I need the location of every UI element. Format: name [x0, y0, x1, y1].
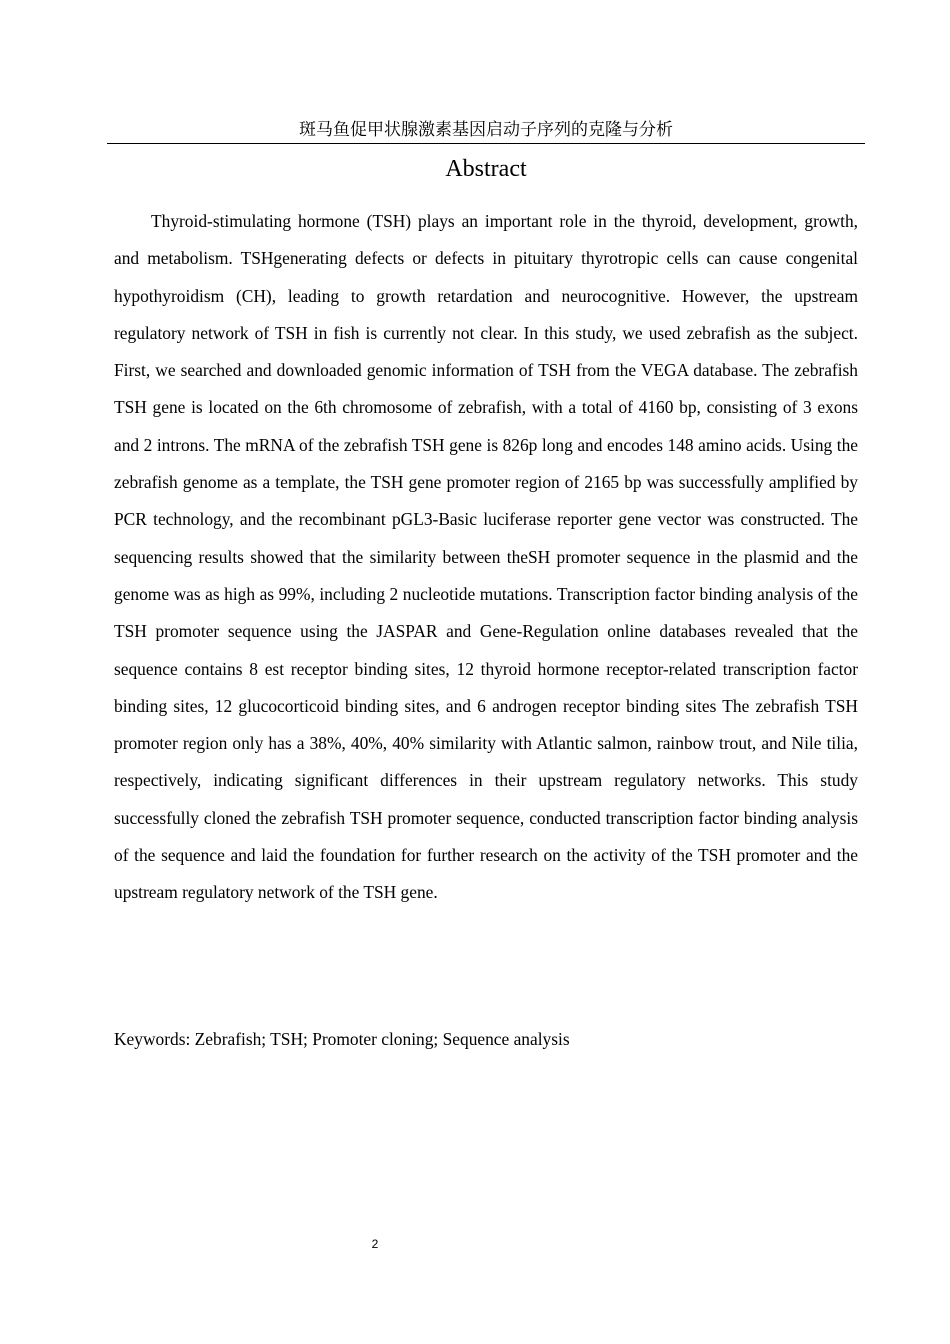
running-header: 斑马鱼促甲状腺激素基因启动子序列的克隆与分析	[107, 118, 865, 144]
abstract-heading: Abstract	[445, 156, 527, 182]
abstract-body: Thyroid-stimulating hormone (TSH) plays an important role in the thyroid, development, growth, and metabolism. TSHgenerating defects or defects in pituitary thyrotropic cells can cause congenital hypothyroidism (CH), leading to growth retardation and neurocognitive. However, the upstream regulatory network of TSH in fish is currently not clear. In this study, we used zebrafish as the subject. First, we searched and downloaded genomic information of TSH from the VEGA database. The zebrafish TSH gene is located on the 6th chromosome of zebrafish, with a total of 4160 bp, consisting of 3 exons and 2 introns. The mRNA of the zebrafish TSH gene is 826p long and encodes 148 amino acids. Using the zebrafish genome as a template, the TSH gene promoter region of 2165 bp was successfully amplified by PCR technology, and the recombinant pGL3-Basic luciferase reporter gene vector was constructed. The sequencing results showed that the similarity between theSH promoter sequence in the plasmid and the genome was as high as 99%, including 2 nucleotide mutations. Transcription factor binding analysis of the TSH promoter sequence using the JASPAR and Gene-Regulation online databases revealed that the sequence contains 8 est receptor binding sites, 12 thyroid hormone receptor-related transcription factor binding sites, 12 glucocorticoid binding sites, and 6 androgen receptor binding sites The zebrafish TSH promoter region only has a 38%, 40%, 40% similarity with Atlantic salmon, rainbow trout, and Nile tilia, respectively, indicating significant differences in their upstream regulatory networks. This study successfully cloned the zebrafish TSH promoter sequence, conducted transcription factor binding analysis of the sequence and laid the foundation for further research on the activity of the TSH promoter and the upstream regulatory network of the TSH gene.	[114, 211, 858, 903]
page-number: 2	[371, 1237, 379, 1251]
keywords-line: Keywords: Zebrafish; TSH; Promoter cloning; Sequence analysis	[114, 1029, 570, 1049]
